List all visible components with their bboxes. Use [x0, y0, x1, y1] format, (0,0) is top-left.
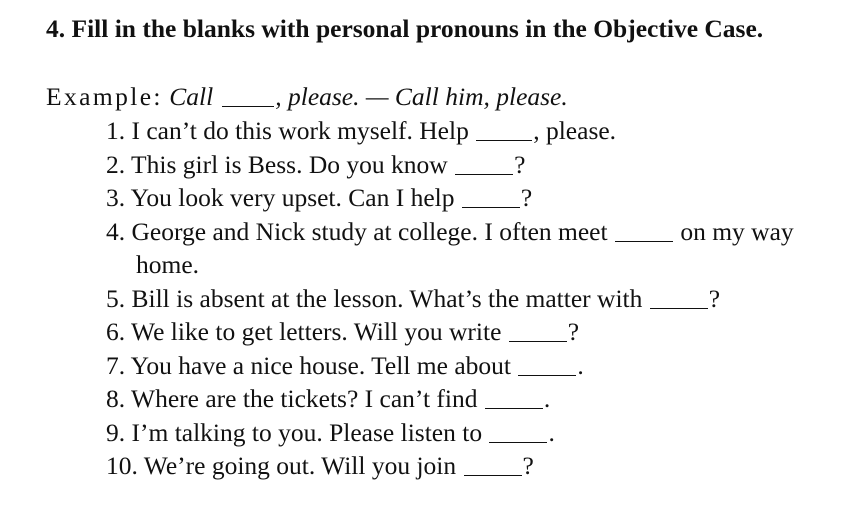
answer-blank[interactable]	[518, 353, 576, 376]
item-text-after: .	[577, 350, 584, 380]
answer-blank[interactable]	[650, 286, 708, 309]
item-text-before: You look very upset. Can I help	[130, 183, 455, 212]
item-text-after: .	[543, 384, 551, 413]
item-text-after: ?	[567, 317, 580, 346]
list-item	[106, 382, 826, 416]
answer-blank[interactable]	[476, 118, 532, 141]
example-before-blank: Call	[169, 82, 214, 111]
item-number: 8.	[106, 384, 126, 413]
item-text-before: This girl is Bess. Do you know	[131, 149, 448, 179]
answer-blank[interactable]	[462, 185, 520, 208]
item-text-before: I can’t do this work myself. Help	[131, 116, 469, 145]
item-text-before: Bill is absent at the lesson. What’s the matter with	[131, 283, 643, 313]
item-text-before: George and Nick study at college. I often meet	[131, 216, 608, 246]
list-item	[106, 449, 826, 483]
item-number: 9.	[106, 417, 126, 447]
item-number: 6.	[106, 317, 126, 346]
example-label: Example:	[46, 82, 163, 111]
example-after-blank: , please. — Call him, please.	[275, 82, 568, 111]
item-text-after: ?	[514, 149, 526, 179]
item-text-after: , please.	[533, 116, 617, 145]
answer-blank[interactable]	[615, 219, 673, 242]
answer-blank[interactable]	[464, 453, 522, 476]
answer-blank[interactable]	[455, 152, 513, 175]
answer-blank[interactable]	[485, 386, 543, 409]
list-item	[106, 282, 826, 316]
item-text-before: We’re going out. Will you join	[143, 451, 457, 480]
item-text-before: We like to get letters. Will you write	[131, 317, 502, 346]
item-text-after: ?	[522, 451, 534, 480]
item-text-before: You have a nice house. Tell me about	[130, 350, 511, 380]
example-line	[46, 81, 568, 113]
item-text-after: on my way home.	[136, 216, 794, 279]
item-text-before: Where are the tickets? I can’t find	[131, 384, 478, 413]
list-item	[106, 114, 826, 148]
list-item	[106, 315, 826, 349]
item-number: 4.	[106, 216, 126, 246]
item-number: 7.	[106, 350, 126, 380]
list-item	[106, 148, 826, 182]
item-number: 1.	[106, 116, 126, 145]
exercise-items	[106, 114, 826, 483]
item-number: 2.	[106, 149, 126, 179]
item-text-after: ?	[520, 183, 533, 212]
item-number: 5.	[106, 283, 126, 313]
list-item	[106, 349, 826, 383]
list-item	[106, 181, 826, 215]
exercise-title: 4. Fill in the blanks with personal pronouns in the Objective Case.	[46, 14, 764, 43]
list-item	[106, 215, 826, 282]
item-text-before: I’m talking to you. Please listen to	[131, 417, 483, 447]
item-number: 10.	[106, 451, 138, 480]
item-number: 3.	[106, 183, 126, 212]
item-text-after: ?	[708, 283, 721, 313]
answer-blank[interactable]	[489, 420, 547, 443]
answer-blank[interactable]	[509, 319, 567, 342]
example-blank	[222, 84, 274, 107]
list-item	[106, 416, 826, 450]
item-text-after: .	[548, 417, 555, 447]
